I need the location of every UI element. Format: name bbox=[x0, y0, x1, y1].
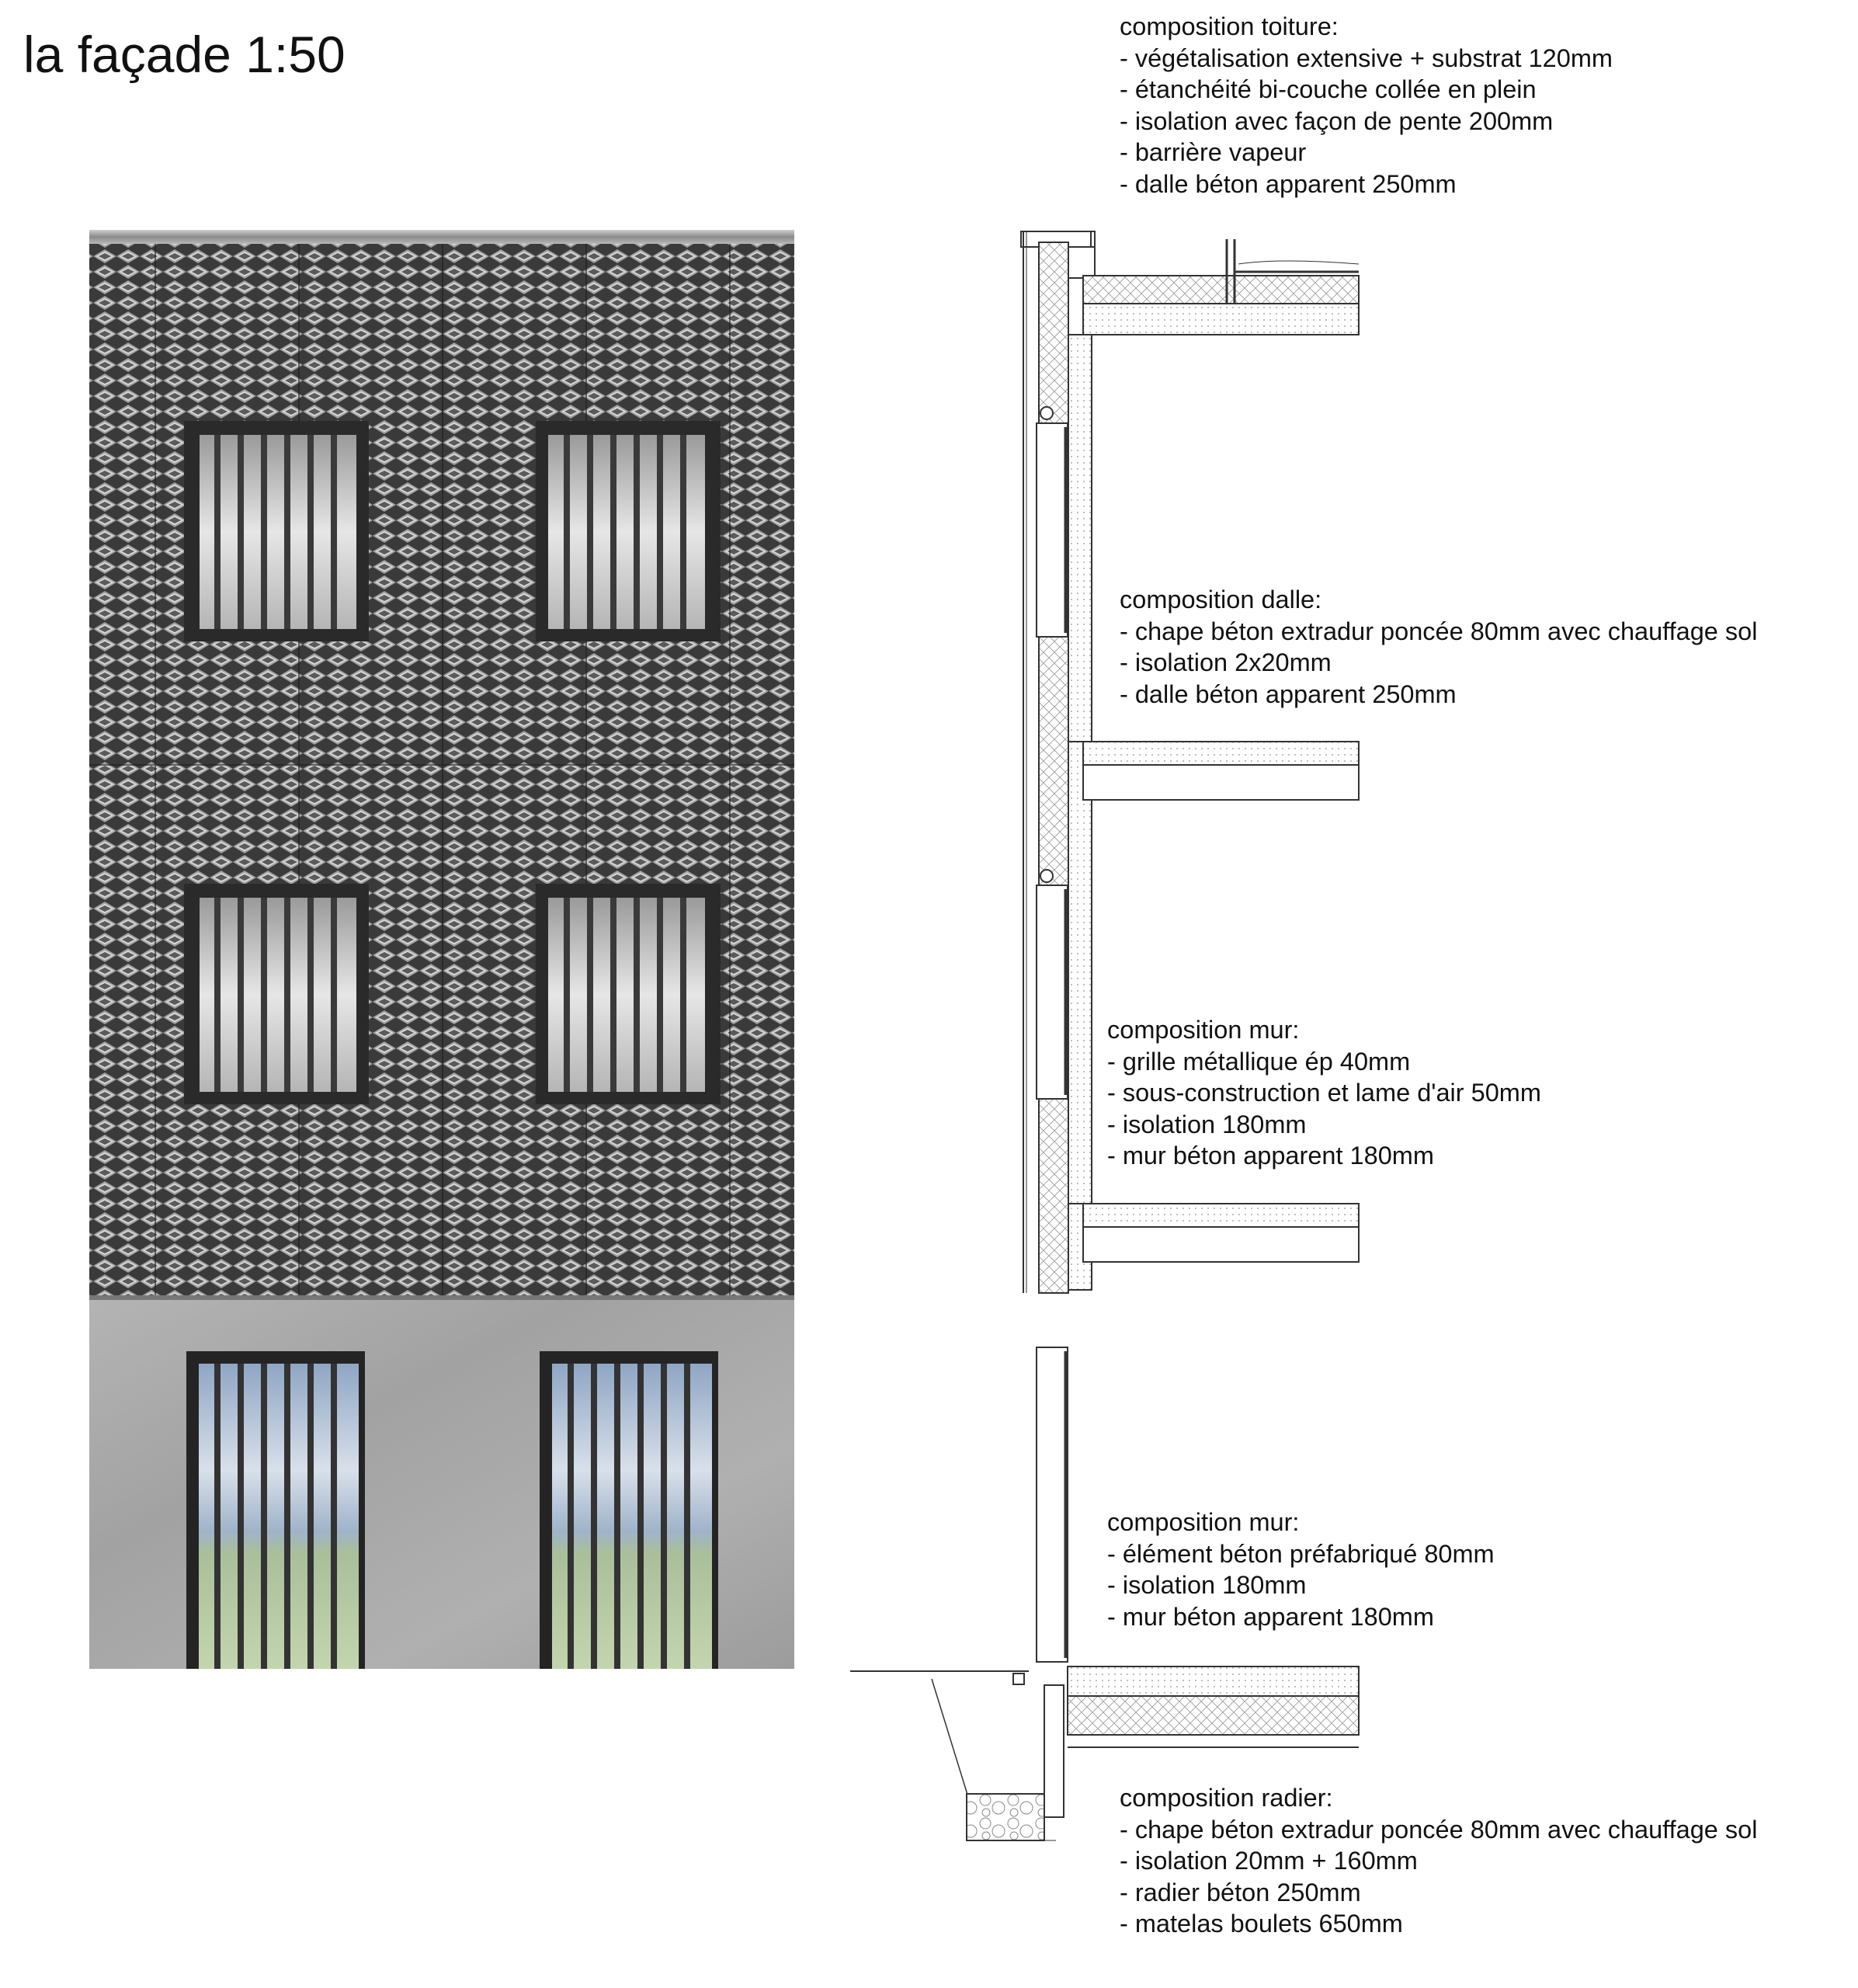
roof-section bbox=[1021, 231, 1359, 335]
mur-grille-line: - isolation 180mm bbox=[1107, 1110, 1307, 1138]
radier-heading: composition radier: bbox=[1120, 1784, 1333, 1812]
dalle-line: - dalle béton apparent 250mm bbox=[1120, 679, 1457, 708]
toiture-line: - isolation avec façon de pente 200mm bbox=[1120, 106, 1554, 135]
annotation-mur-prefab bbox=[1107, 1507, 1495, 1632]
floor-slab-2 bbox=[1068, 1204, 1359, 1262]
wall-layers bbox=[1023, 231, 1092, 1293]
toiture-line: - végétalisation extensive + substrat 120mm bbox=[1120, 43, 1613, 72]
radier-line: - matelas boulets 650mm bbox=[1120, 1910, 1403, 1938]
radier-line: - radier béton 250mm bbox=[1120, 1878, 1361, 1906]
annotation-mur-grille bbox=[1107, 1014, 1541, 1172]
toiture-line: - dalle béton apparent 250mm bbox=[1120, 169, 1457, 198]
radier-line: - chape béton extradur poncée 80mm avec chauffage sol bbox=[1120, 1815, 1758, 1844]
section-window-ground bbox=[1037, 1347, 1068, 1662]
mur-grille-line: - sous-construction et lame d'air 50mm bbox=[1107, 1079, 1541, 1107]
section-window-middle bbox=[1037, 870, 1068, 1099]
toiture-line: - étanchéité bi-couche collée en plein bbox=[1120, 75, 1537, 104]
toiture-heading: composition toiture: bbox=[1120, 12, 1339, 40]
page-title: la façade 1:50 bbox=[23, 26, 346, 83]
mur-prefab-line: - isolation 180mm bbox=[1107, 1571, 1307, 1600]
mur-prefab-heading: composition mur: bbox=[1107, 1508, 1300, 1536]
dalle-line: - chape béton extradur poncée 80mm avec chauffage sol bbox=[1120, 617, 1758, 645]
mur-prefab-line: - élément béton préfabriqué 80mm bbox=[1107, 1539, 1495, 1568]
dalle-heading: composition dalle: bbox=[1120, 586, 1322, 613]
mur-grille-line: - mur béton apparent 180mm bbox=[1107, 1142, 1434, 1170]
mur-grille-line: - grille métallique ép 40mm bbox=[1107, 1047, 1411, 1076]
annotation-radier bbox=[1120, 1782, 1757, 1940]
toiture-line: - barrière vapeur bbox=[1120, 138, 1307, 167]
floor-slab-1 bbox=[1068, 742, 1359, 800]
annotation-toiture bbox=[1120, 11, 1613, 200]
mur-prefab-line: - mur béton apparent 180mm bbox=[1107, 1602, 1434, 1631]
dalle-line: - isolation 2x20mm bbox=[1120, 648, 1332, 677]
radier-line: - isolation 20mm + 160mm bbox=[1120, 1847, 1418, 1875]
mur-grille-heading: composition mur: bbox=[1107, 1016, 1300, 1044]
section-window-upper bbox=[1037, 407, 1068, 637]
annotation-dalle bbox=[1120, 584, 1757, 710]
